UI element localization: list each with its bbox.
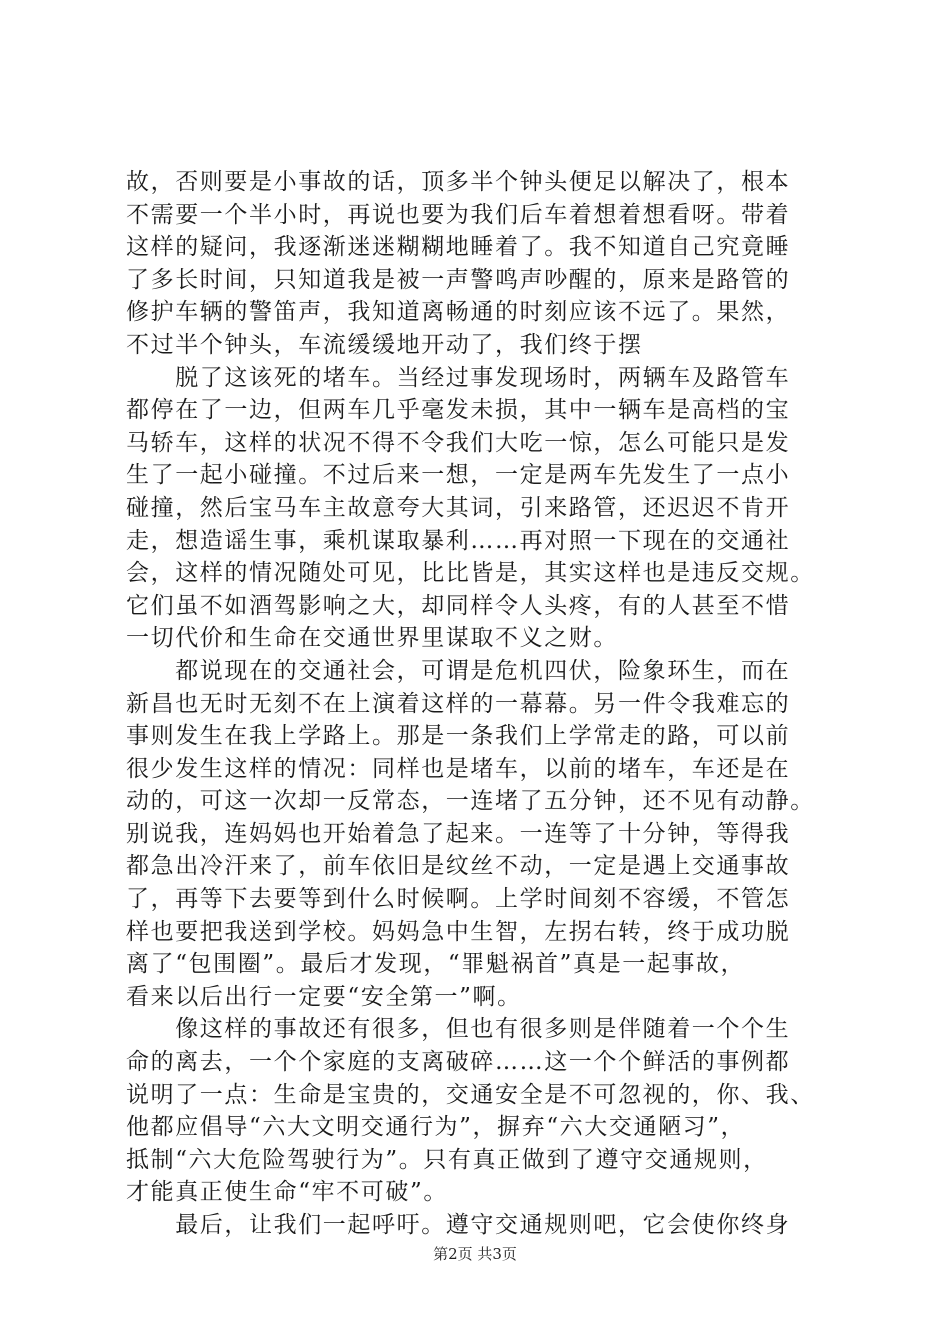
text-line: 都急出冷汗来了，前车依旧是纹丝不动，一定是遇上交通事故 (126, 853, 791, 880)
text-line: 抵制“六大危险驾驶行为”。只有真正做到了遵守交通规则， (126, 1146, 768, 1173)
text-line: 马轿车，这样的状况不得不令我们大吃一惊，怎么可能只是发 (126, 429, 791, 456)
text-line: 不过半个钟头，车流缓缓地开动了，我们终于摆 (126, 331, 643, 358)
text-line: 事则发生在我上学路上。那是一条我们上学常走的路，可以前 (126, 723, 791, 750)
text-line: 修护车辆的警笛声，我知道离畅通的时刻应该不远了。果然， (126, 299, 791, 326)
text-line: 都停在了一边，但两车几乎毫发未损，其中一辆车是高档的宝 (126, 397, 791, 424)
body-text (126, 166, 834, 1242)
text-line: 离了“包围圈”。最后才发现，“罪魁祸首”真是一起事故， (126, 951, 746, 978)
text-line: 新昌也无时无刻不在上演着这样的一幕幕。另一件令我难忘的 (126, 690, 791, 717)
text-line: 它们虽不如酒驾影响之大，却同样令人头疼，有的人甚至不惜 (126, 592, 791, 619)
text-line: 了，再等下去要等到什么时候啊。上学时间刻不容缓，不管怎 (126, 886, 791, 913)
page-footer: 第2页 共3页 (433, 1245, 517, 1263)
text-line: 会，这样的情况随处可见，比比皆是，其实这样也是违反交规。 (126, 560, 815, 587)
text-line: 看来以后出行一定要“安全第一”啊。 (126, 983, 522, 1010)
text-line: 别说我，连妈妈也开始着急了起来。一连等了十分钟，等得我 (126, 820, 791, 847)
text-line: 动的，可这一次却一反常态，一连堵了五分钟，还不见有动静。 (126, 788, 815, 815)
text-line: 生了一起小碰撞。不过后来一想，一定是两车先发生了一点小 (126, 462, 791, 489)
text-line: 脱了这该死的堵车。当经过事发现场时，两辆车及路管车 (126, 364, 791, 391)
text-line: 都说现在的交通社会，可谓是危机四伏，险象环生，而在 (126, 657, 791, 684)
text-line: 最后，让我们一起呼吁。遵守交通规则吧，它会使你终身 (126, 1212, 791, 1238)
text-line: 样也要把我送到学校。妈妈急中生智，左拐右转，终于成功脱 (126, 918, 791, 945)
text-line: 这样的疑问，我逐渐迷迷糊糊地睡着了。我不知道自己究竟睡 (126, 234, 791, 261)
text-line: 一切代价和生命在交通世界里谋取不义之财。 (126, 625, 618, 652)
text-line: 命的离去，一个个家庭的支离破碎……这一个个鲜活的事例都 (126, 1049, 791, 1076)
text-line: 像这样的事故还有很多，但也有很多则是伴随着一个个生 (126, 1016, 791, 1043)
text-line: 故，否则要是小事故的话，顶多半个钟头便足以解决了，根本 (126, 169, 791, 195)
text-line: 碰撞，然后宝马车主故意夸大其词，引来路管，还迟迟不肯开 (126, 494, 791, 521)
text-line: 他都应倡导“六大文明交通行为”，摒弃“六大交通陋习”， (126, 1114, 746, 1141)
text-line: 才能真正使生命“牢不可破”。 (126, 1179, 448, 1206)
text-line: 了多长时间，只知道我是被一声警鸣声吵醒的，原来是路管的 (126, 266, 791, 293)
text-line: 不需要一个半小时，再说也要为我们后车着想着想看呀。带着 (126, 201, 791, 228)
text-line: 很少发生这样的情况：同样也是堵车，以前的堵车，车还是在 (126, 755, 791, 782)
text-line: 走，想造谣生事，乘机谋取暴利……再对照一下现在的交通社 (126, 527, 791, 554)
text-line: 说明了一点：生命是宝贵的，交通安全是不可忽视的，你、我、 (126, 1081, 815, 1108)
